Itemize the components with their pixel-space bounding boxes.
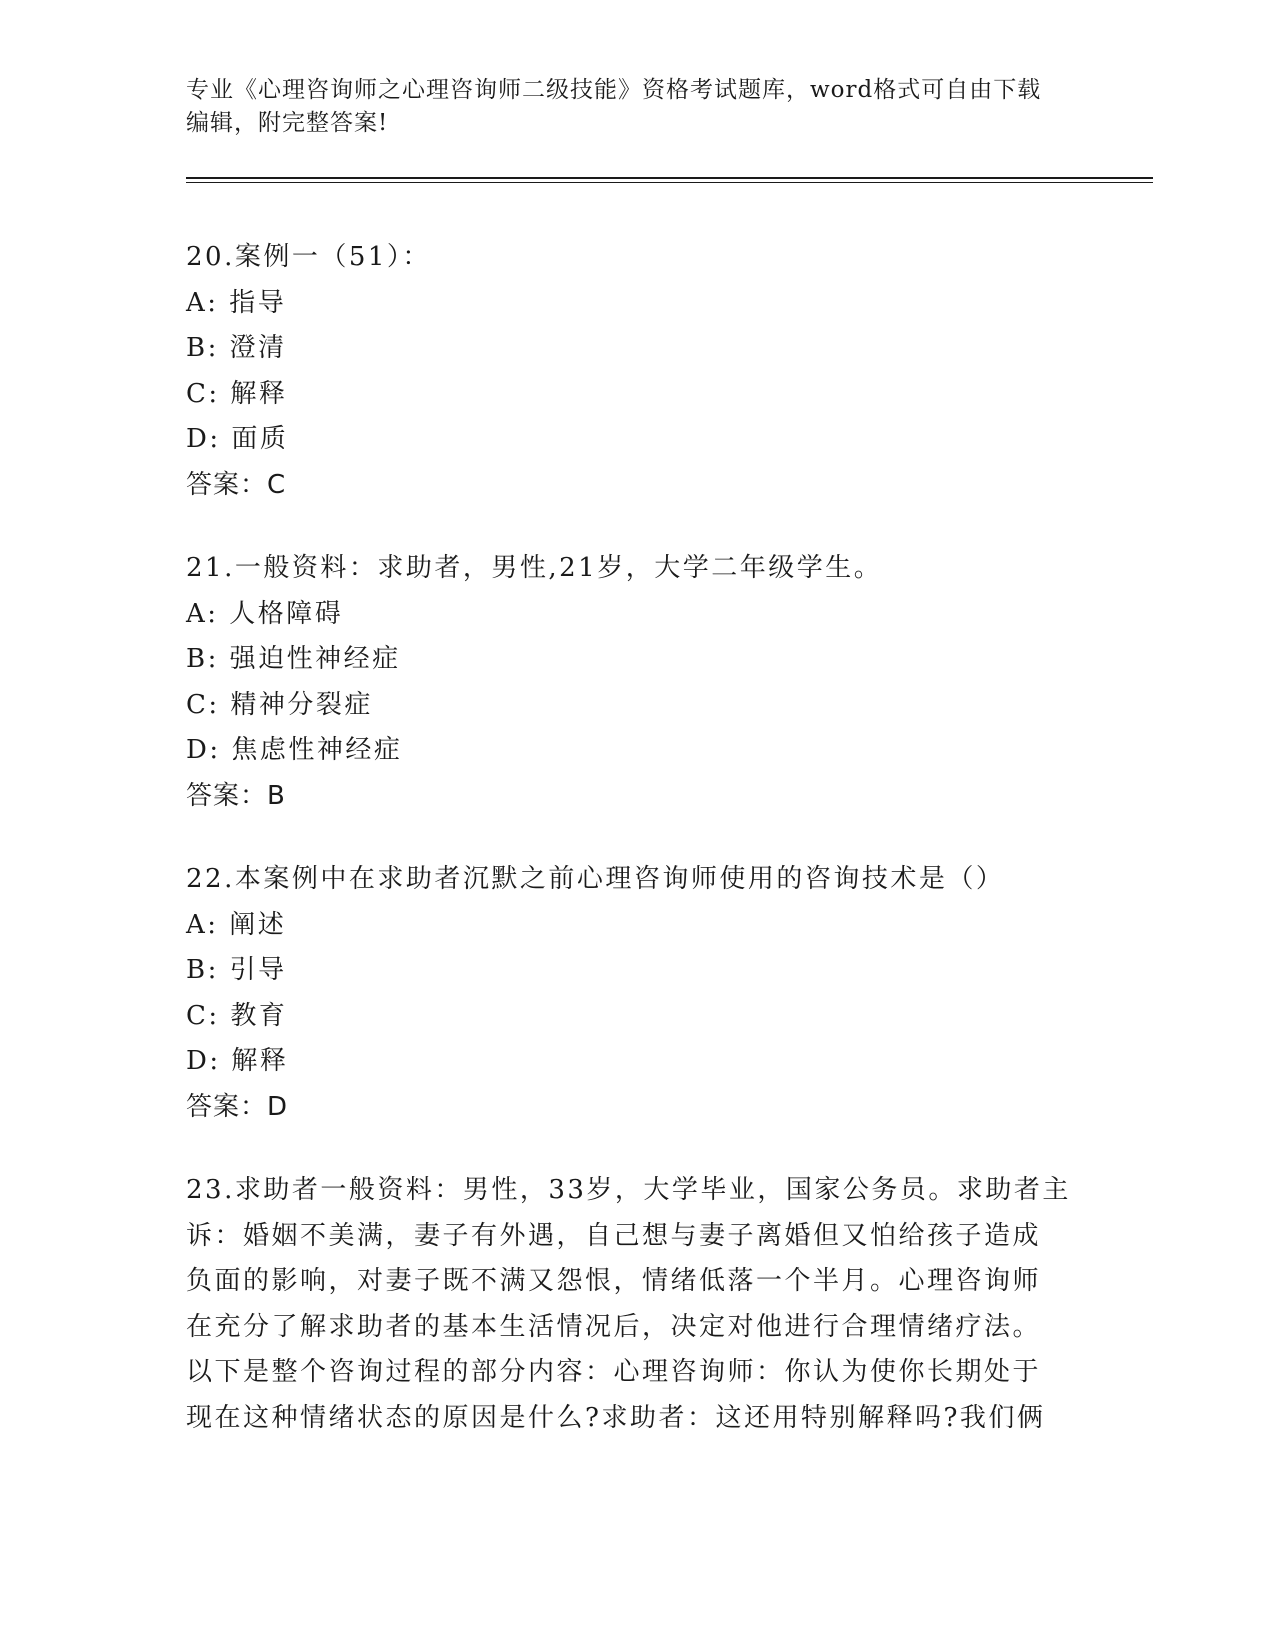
header-rule-thin <box>186 182 1153 183</box>
option-a: A: 阐述 <box>186 909 287 940</box>
option-d: D: 焦虑性神经症 <box>186 735 403 765</box>
question-stem-line: 在充分了解求助者的基本生活情况后，决定对他进行合理情绪疗法。 <box>186 1311 1042 1342</box>
question-22 <box>186 857 1086 1130</box>
option-d: D: 解释 <box>186 1046 289 1076</box>
answer-text: 答案：B <box>186 780 286 811</box>
question-stem-line: 现在这种情绪状态的原因是什么?求助者：这还用特别解释吗?我们俩 <box>186 1402 1046 1433</box>
option-b: B: 强迫性神经症 <box>186 644 401 674</box>
answer-text: 答案：C <box>186 469 287 500</box>
question-21 <box>186 546 1086 819</box>
question-stem-line: 诉：婚姻不美满，妻子有外遇，自己想与妻子离婚但又怕给孩子造成 <box>186 1220 1042 1251</box>
answer-text: 答案：D <box>186 1091 289 1122</box>
option-c: C: 解释 <box>186 378 288 409</box>
question-20 <box>186 235 1086 508</box>
question-stem: 22.本案例中在求助者沉默之前心理咨询师使用的咨询技术是（） <box>186 864 1005 894</box>
document-header <box>186 74 1066 140</box>
question-23 <box>186 1168 1086 1441</box>
header-line-2: 编辑，附完整答案! <box>186 110 389 136</box>
option-b: B: 澄清 <box>186 333 287 363</box>
question-stem-line: 23.求助者一般资料：男性，33岁，大学毕业，国家公务员。求助者主 <box>186 1175 1071 1205</box>
option-d: D: 面质 <box>186 424 289 454</box>
question-stem: 21.一般资料：求助者，男性,21岁，大学二年级学生。 <box>186 553 883 583</box>
question-stem-line: 负面的影响，对妻子既不满又怨恨，情绪低落一个半月。心理咨询师 <box>186 1266 1042 1296</box>
header-line-1: 专业《心理咨询师之心理咨询师二级技能》资格考试题库，word格式可自由下载 <box>186 77 1042 103</box>
header-rule-thick <box>186 177 1153 179</box>
option-b: B: 引导 <box>186 955 287 985</box>
question-stem-line: 以下是整个咨询过程的部分内容：心理咨询师：你认为使你长期处于 <box>186 1357 1042 1387</box>
option-c: C: 精神分裂症 <box>186 689 373 720</box>
option-a: A: 人格障碍 <box>186 598 344 629</box>
question-stem: 20.案例一（51）： <box>186 242 431 272</box>
option-c: C: 教育 <box>186 1000 288 1031</box>
option-a: A: 指导 <box>186 287 287 318</box>
question-list <box>186 235 1086 1479</box>
